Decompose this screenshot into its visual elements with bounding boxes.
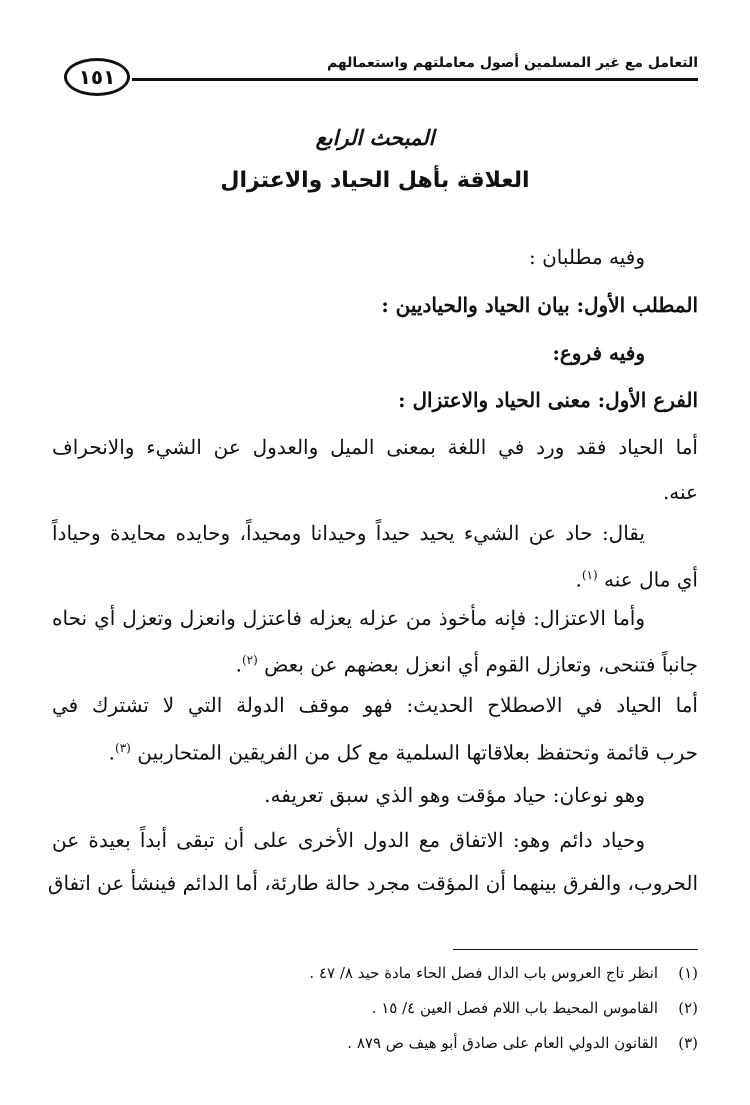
footnote-number: (٣): [678, 1034, 698, 1052]
branch-heading: الفرع الأول: معنى الحياد والاعتزال :: [398, 388, 698, 412]
body-text: أي مال عنه: [604, 567, 698, 592]
body-line: أما الحياد في الاصطلاح الحديث: فهو موقف الدولة التي لا تشترك في: [52, 693, 698, 717]
footnote: [52, 962, 698, 984]
body-line: [52, 645, 698, 680]
body-line: وفيه فروع:: [552, 341, 645, 365]
footnote: [52, 997, 698, 1019]
body-line: وفيه مطلبان :: [529, 245, 645, 269]
footnote: [52, 1032, 698, 1054]
footnote-ref: (٢): [241, 653, 258, 667]
body-line: وأما الاعتزال: فإنه مأخوذ من عزله يعزله فاعتزل وانعزل وتعزل أي نحاه: [52, 606, 645, 630]
body-text: جانباً فتنحى، وتعازل القوم أي انعزل بعضهم عن بعض: [264, 652, 698, 677]
body-line: [52, 560, 698, 595]
footnote-text: انظر تاج العروس باب الدال فصل الحاء مادة حيد ٨/ ٤٧ .: [309, 964, 658, 982]
body-text: .: [575, 567, 582, 592]
footnote-rule: [453, 949, 698, 950]
section-label: المبحث الرابع: [315, 125, 435, 150]
body-line: الحروب، والفرق بينهما أن المؤقت مجرد حالة طارئة، أما الدائم فينشأ عن اتفاق: [47, 871, 698, 895]
header-rule: [132, 78, 698, 81]
body-line: وحياد دائم وهو: الاتفاق مع الدول الأخرى على أن تبقى أبداً بعيدة عن: [52, 828, 645, 852]
body-line: يقال: حاد عن الشيء يحيد حيداً وحيدانا ومحيداً، وحايده محايدة وحياداً: [52, 521, 645, 545]
page-number: ١٥١: [64, 58, 130, 96]
body-text: .: [108, 740, 116, 765]
body-text: .: [235, 652, 242, 677]
footnote-number: (٢): [678, 999, 698, 1017]
section-title: العلاقة بأهل الحياد والاعتزال: [220, 168, 530, 193]
body-text: حرب قائمة وتحتفظ بعلاقاتها السلمية مع كل من الفريقين المتحاربين: [137, 740, 698, 765]
footnote-ref: (٣): [115, 741, 131, 755]
running-title: التعامل مع غير المسلمين أصول معاملتهم واستعمالهم: [326, 55, 698, 71]
footnote-number: (١): [678, 964, 698, 982]
body-line: وهو نوعان: حياد مؤقت وهو الذي سبق تعريفه.: [264, 783, 645, 807]
body-line: عنه.: [662, 480, 698, 504]
footnote-text: القانون الدولي العام على صادق أبو هيف ص ٨٧٩ .: [347, 1034, 658, 1052]
footnote-text: القاموس المحيط باب اللام فصل العين ٤/ ١٥ .: [371, 999, 658, 1017]
body-line: [52, 733, 698, 768]
body-line: أما الحياد فقد ورد في اللغة بمعنى الميل والعدول عن الشيء والانحراف: [52, 435, 698, 459]
subsection-heading: المطلب الأول: بيان الحياد والحياديين :: [381, 293, 698, 317]
footnote-ref: (١): [581, 568, 598, 582]
